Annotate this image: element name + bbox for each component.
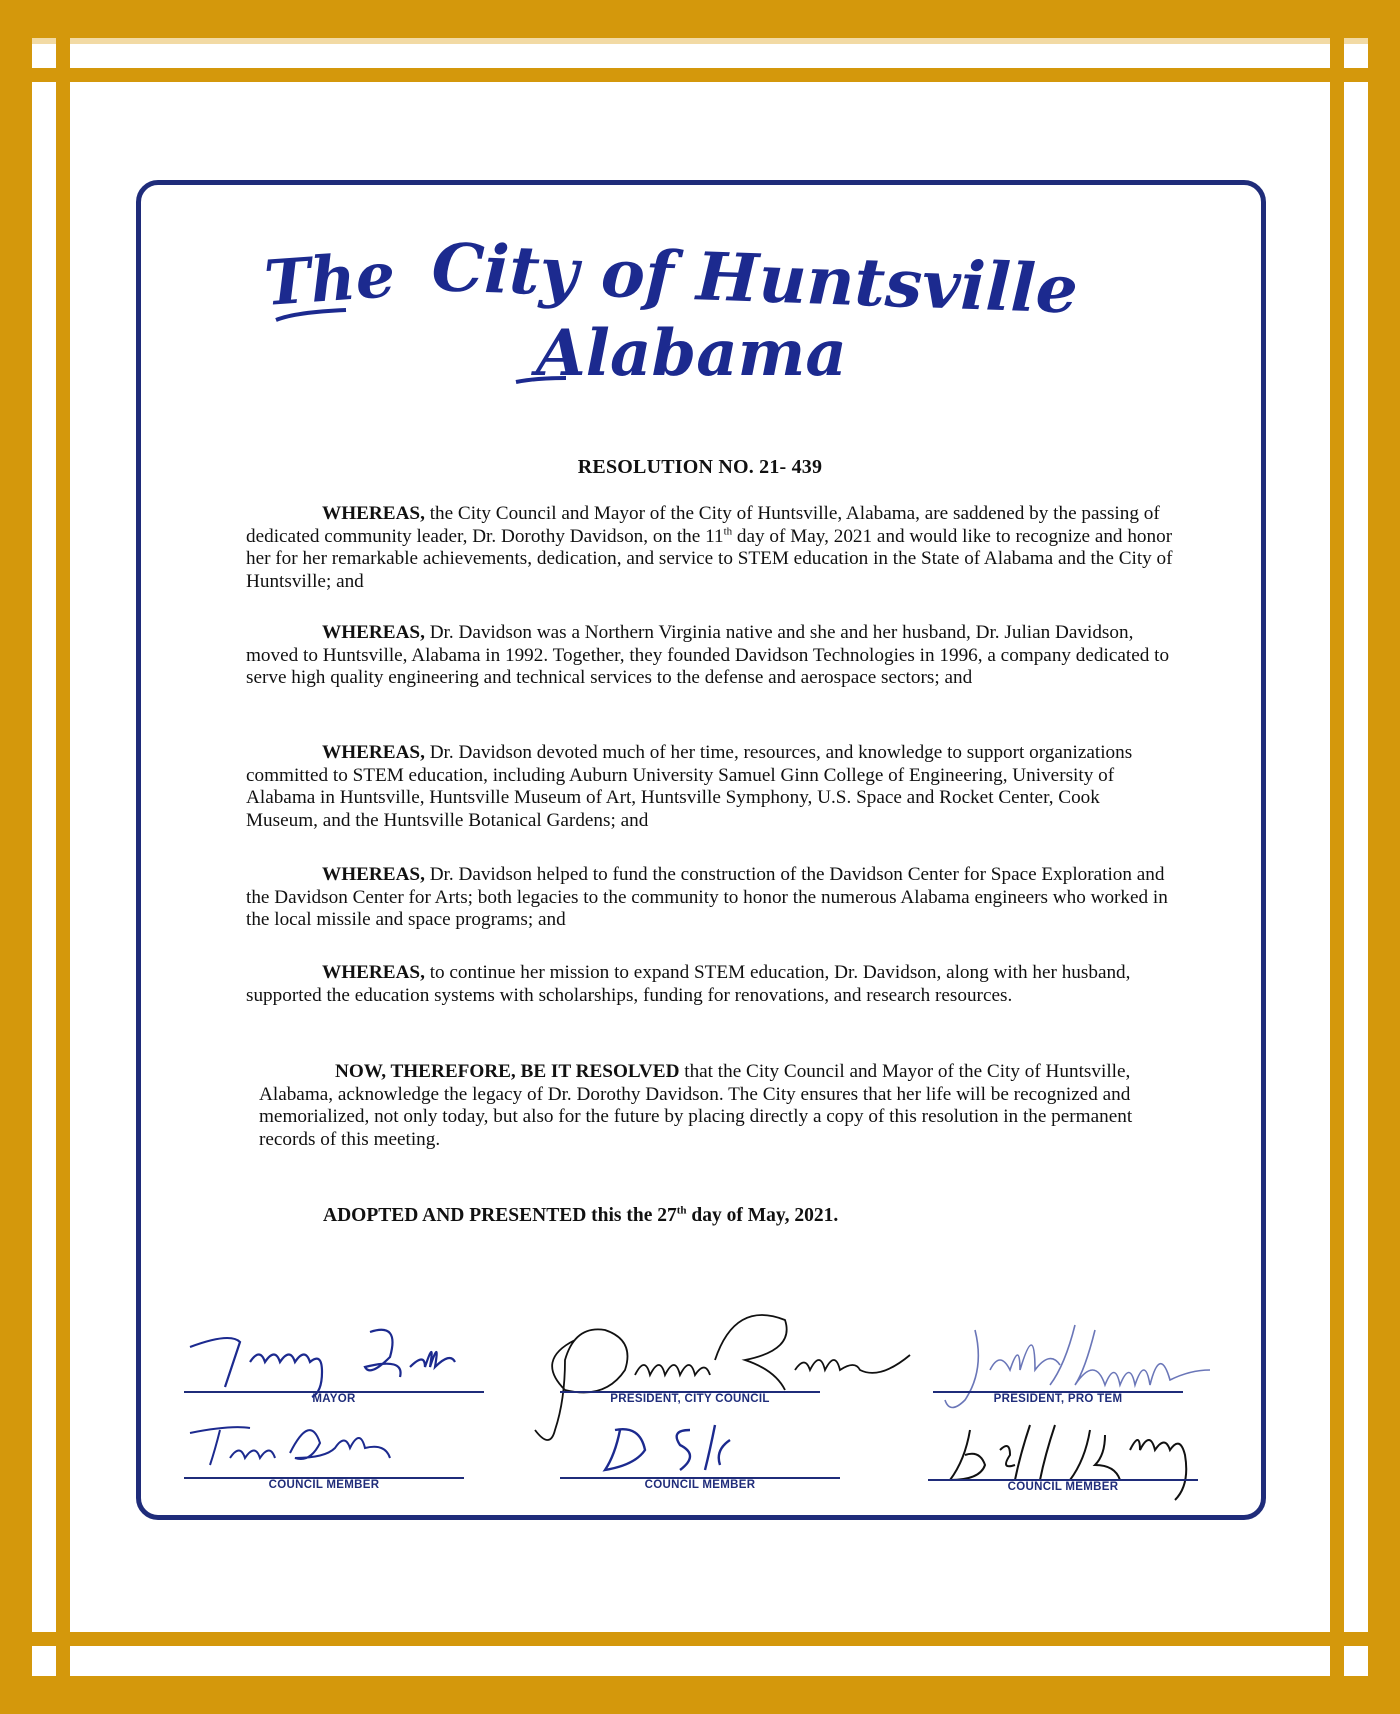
whereas-paragraph-5 <box>246 962 1176 1007</box>
whereas-paragraph-2 <box>246 622 1176 690</box>
paragraph-text: to continue her mission to expand STEM education, Dr. Davidson, along with her husband, supported the education systems with scholarships, funding for renovations, and research resources. <box>246 962 1131 1006</box>
paragraph-lead: WHEREAS, <box>322 962 425 983</box>
whereas-paragraph-3 <box>246 742 1176 832</box>
frame-left-line <box>56 38 70 1676</box>
signature-title: PRESIDENT, PRO TEM <box>993 1393 1123 1405</box>
city-letterhead <box>236 210 1186 400</box>
paragraph-lead: NOW, THEREFORE, BE IT RESOLVED <box>335 1061 680 1082</box>
paragraph-text: Dr. Davidson devoted much of her time, resources, and knowledge to support organizations committed to STEM education, including Auburn University Samuel Ginn College of Engineering, University of Alabama in Huntsville, Huntsville Museum of Art, Huntsville Symphony, U.S. Space and Rocket Center, Cook Museum, and the Huntsville Botanical Gardens; and <box>246 742 1133 831</box>
signature-title: PRESIDENT, CITY COUNCIL <box>610 1393 770 1405</box>
paragraph-lead: WHEREAS, <box>322 622 425 643</box>
resolved-paragraph <box>259 1061 1139 1151</box>
letterhead-city-of-huntsville: City of Huntsville <box>430 228 1080 329</box>
frame-top-band <box>0 0 1400 38</box>
ordinal-suffix: th <box>676 1204 687 1217</box>
paragraph-lead: WHEREAS, <box>322 864 425 885</box>
paragraph-text: that the City Council and Mayor of the City of Huntsville, Alabama, acknowledge the legacy of Dr. Dorothy Davidson. The City ensures that her life will be recognized and memorialized, not only today, but also for the future by placing directly a copy of this resolution in the permanent records of this meeting. <box>259 1061 1133 1150</box>
whereas-paragraph-4 <box>246 864 1176 932</box>
paragraph-lead: WHEREAS, <box>322 742 425 763</box>
signature-title: COUNCIL MEMBER <box>268 1479 380 1491</box>
ordinal-suffix: th <box>723 525 733 538</box>
frame-top-line <box>0 68 1400 82</box>
frame-right-line <box>1330 38 1344 1676</box>
frame-right-band <box>1368 0 1400 1714</box>
frame-top-light <box>0 38 1400 44</box>
letterhead-the: The <box>261 238 398 320</box>
resolution-number: RESOLUTION NO. 21- 439 <box>577 456 823 478</box>
frame-left-band <box>0 0 32 1714</box>
letterhead-alabama: Alabama <box>536 316 847 391</box>
paragraph-text: the City Council and Mayor of the City of Huntsville, Alabama, are saddened by the passing of dedicated community leader, Dr. Dorothy Davidson, on the 11 <box>246 503 1160 547</box>
whereas-paragraph-1 <box>246 503 1176 593</box>
adopted-date-line: ADOPTED AND PRESENTED this the 27th day of May, 2021. <box>323 1204 839 1226</box>
signature-title: COUNCIL MEMBER <box>1007 1481 1119 1493</box>
signature-council-member-2 <box>590 1410 810 1480</box>
paragraph-text: Dr. Davidson helped to fund the construction of the Davidson Center for Space Exploration and the Davidson Center for Arts; both legacies to the community to honor the numerous Alabama engineers who worked in the local missile and space programs; and <box>246 864 1168 931</box>
paragraph-text: day of May, 2021 and would like to recognize and honor her for her remarkable achievements, dedication, and service to STEM education in the State of Alabama and the City of Huntsville; and <box>246 525 1173 592</box>
signature-title: COUNCIL MEMBER <box>644 1479 756 1491</box>
signature-council-member-1 <box>180 1418 420 1478</box>
signature-mayor <box>170 1312 510 1392</box>
frame-bottom-line <box>0 1632 1400 1646</box>
frame-bottom-band <box>0 1676 1400 1714</box>
signature-title: MAYOR <box>312 1393 356 1405</box>
paragraph-text: Dr. Davidson was a Northern Virginia native and she and her husband, Dr. Julian Davidson, moved to Huntsville, Alabama in 1992. Together, they founded Davidson Technologies in 1996, a company dedicated to serve high quality engineering and technical services to the defense and aerospace sectors; and <box>246 622 1170 689</box>
paragraph-lead: WHEREAS, <box>322 503 425 524</box>
signature-council-member-3 <box>940 1420 1220 1520</box>
